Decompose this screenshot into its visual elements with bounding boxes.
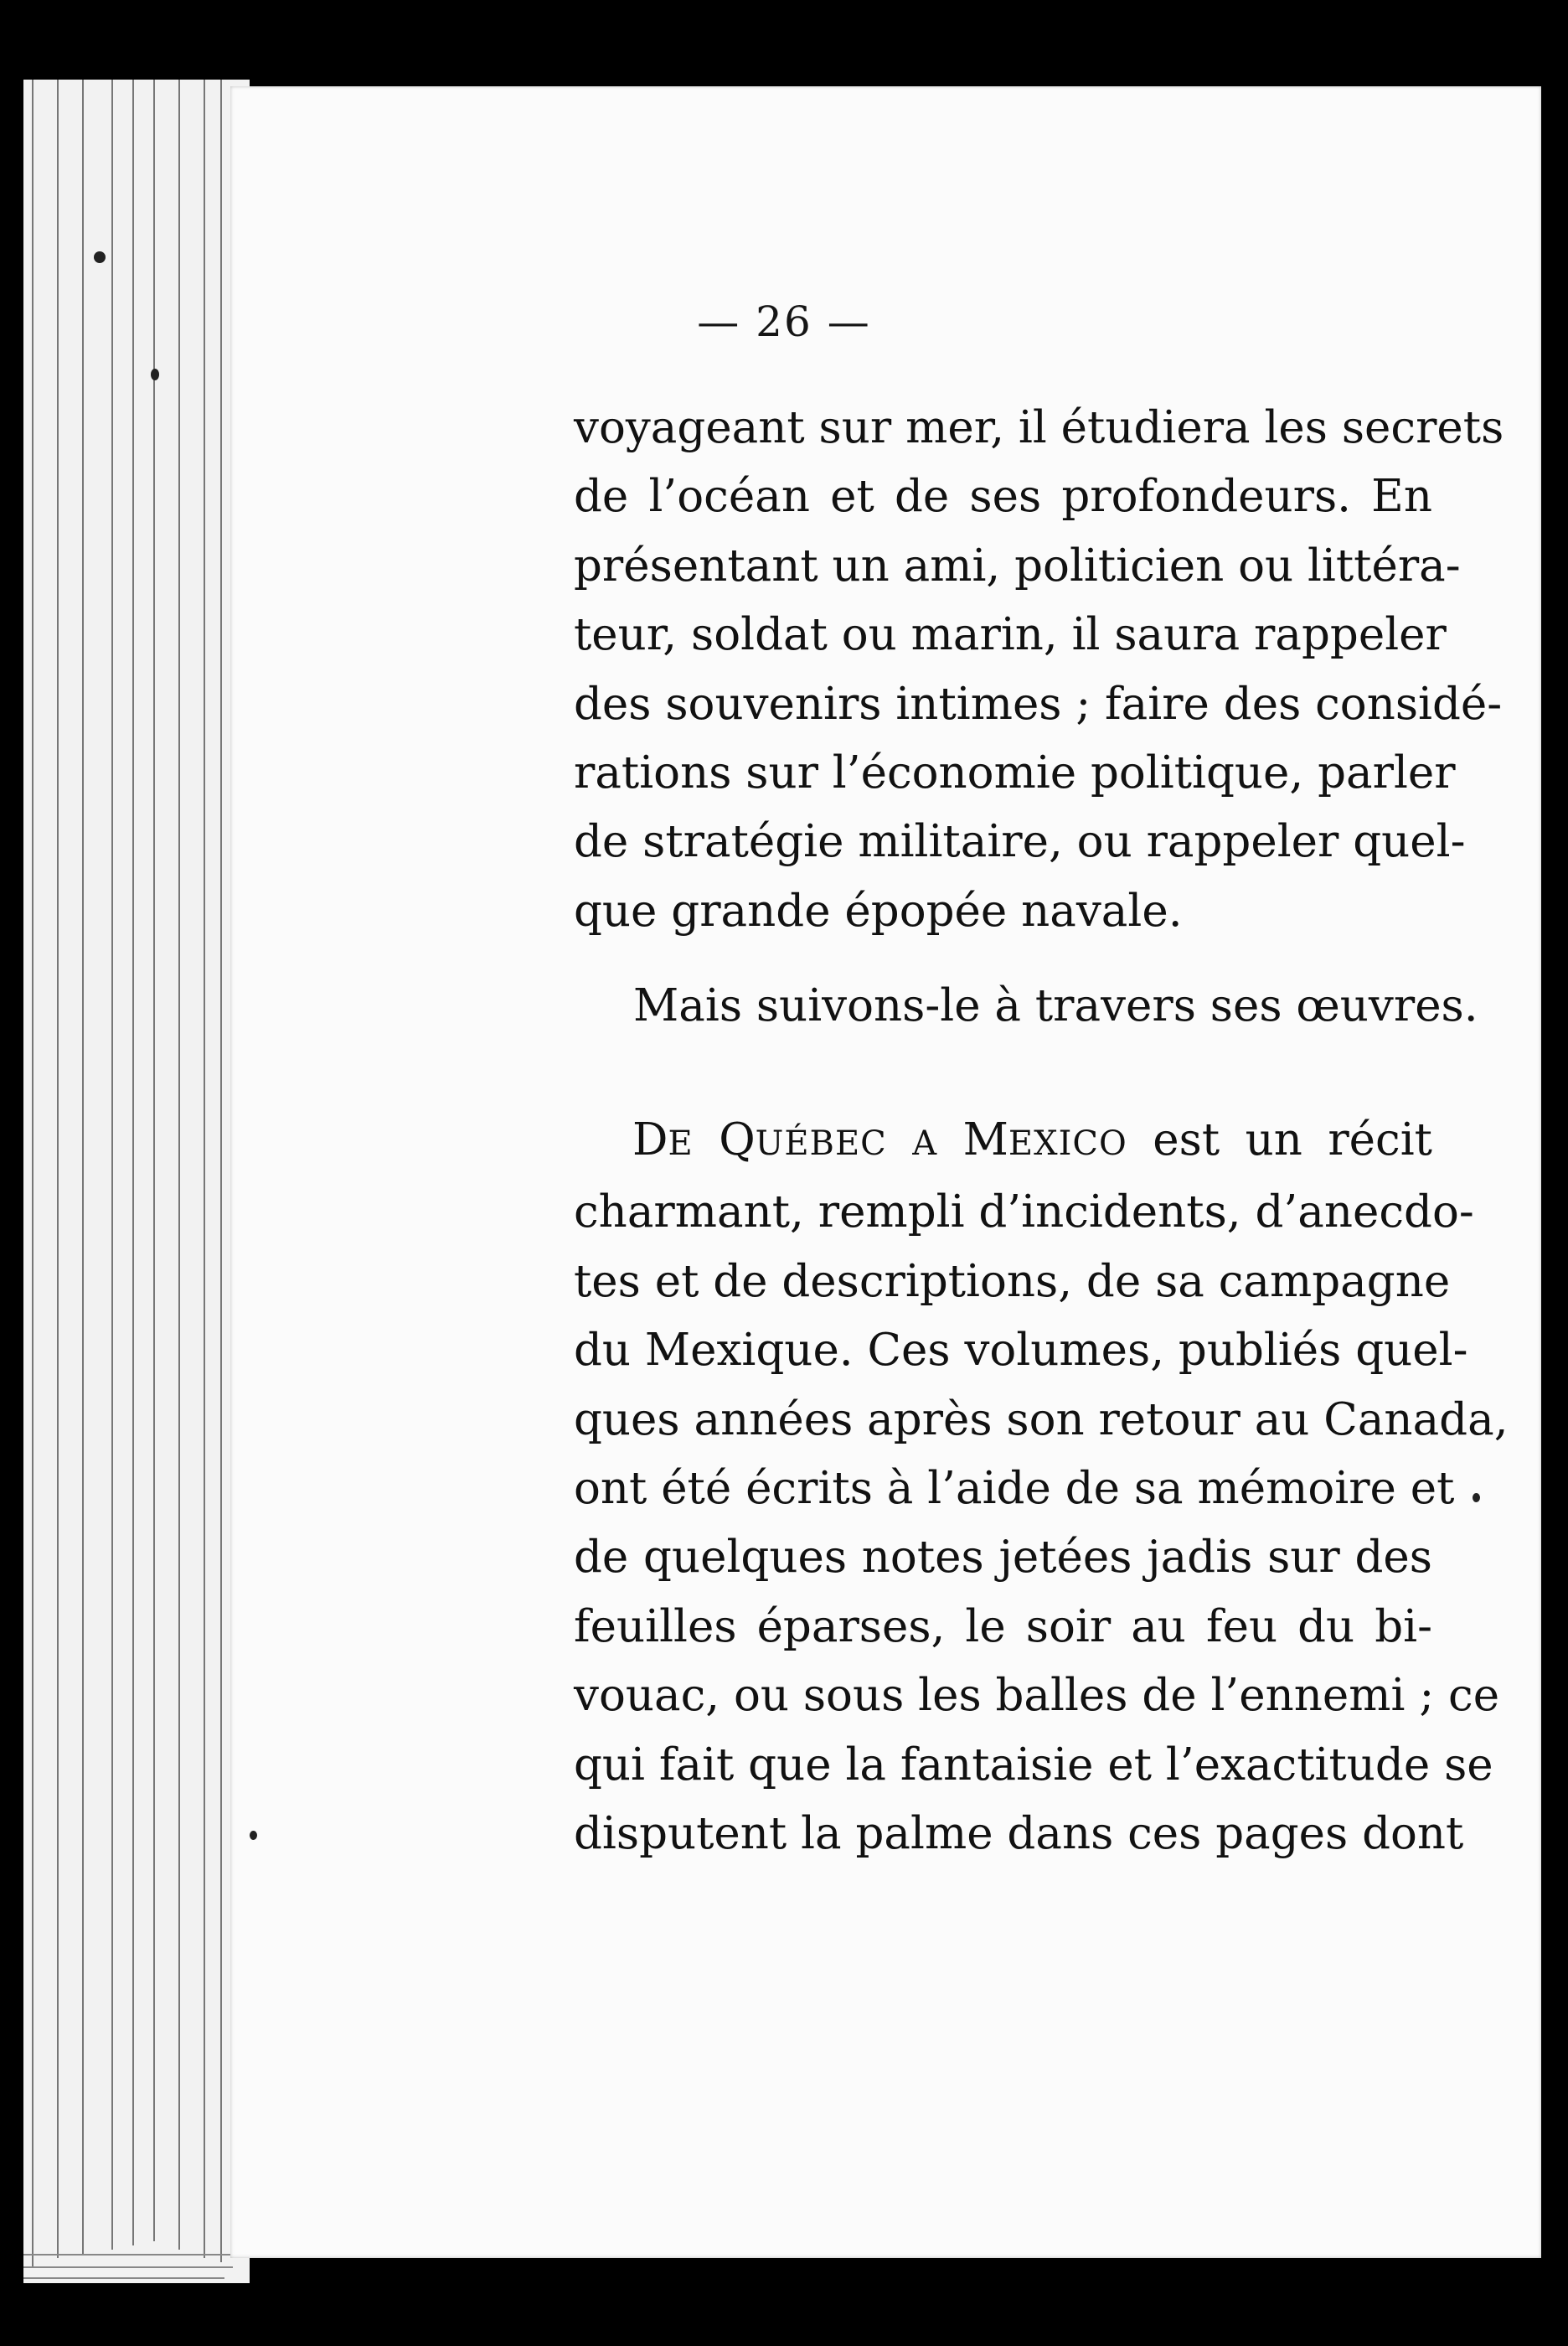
text-line: qui fait que la fantaisie et l’exactitude se: [574, 1739, 1493, 1791]
text-line: vouac, ou sous les balles de l’ennemi ; ce: [574, 1670, 1500, 1722]
page-edge-line: [132, 80, 134, 2245]
page-edge-line: [32, 80, 34, 2266]
page-edge-bottom: [23, 2266, 233, 2268]
text-line: de l’océan et de ses profondeurs. En: [574, 471, 1432, 523]
page-edge-line: [111, 80, 113, 2250]
title-smallcaps: EXICO: [1008, 1124, 1127, 1163]
page-edge-line: [204, 80, 205, 2258]
text-line-with-title: [574, 1106, 1432, 1178]
page-edge-bottom: [23, 2254, 241, 2256]
text-line: ont été écrits à l’aide de sa mémoire et: [574, 1463, 1455, 1515]
text-line: présentant un ami, politicien ou littéra-: [574, 540, 1461, 592]
text-line: voyageant sur mer, il étudiera les secrets: [574, 402, 1504, 453]
text-line: des souvenirs intimes ; faire des considé-: [574, 678, 1503, 730]
book-title: [632, 1114, 1127, 1165]
text-line: du Mexique. Ces volumes, publiés quel-: [574, 1325, 1468, 1377]
book-page-edges: [23, 80, 250, 2283]
title-initial: D: [632, 1114, 668, 1165]
scan-speck: [1473, 1493, 1480, 1502]
scan-speck: [94, 251, 106, 263]
page-edge-line: [153, 80, 155, 2241]
title-smallcaps: E: [668, 1124, 694, 1163]
page-edge-line: [220, 80, 222, 2262]
text-line: tes et de descriptions, de sa campagne: [574, 1255, 1451, 1307]
first-line-rest: est un récit: [1153, 1114, 1432, 1165]
text-line: disputent la palme dans ces pages dont: [574, 1808, 1464, 1860]
title-smallcaps: A: [912, 1124, 938, 1163]
paragraph-3: [574, 1106, 1509, 1868]
text-line: feuilles éparses, le soir au feu du bi-: [574, 1600, 1432, 1652]
page-edge-line: [82, 80, 84, 2254]
page-number: — 26 —: [697, 297, 871, 346]
text-line: teur, soldat ou marin, il saura rappeler: [574, 609, 1447, 661]
scan-speck: [250, 1831, 257, 1840]
text-line: que grande épopée navale.: [574, 885, 1183, 937]
text-line: de quelques notes jetées jadis sur des: [574, 1532, 1432, 1584]
paragraph-2: Mais suivons-le à travers ses œuvres.: [633, 980, 1478, 1031]
text-line: ques années après son retour au Canada,: [574, 1393, 1509, 1445]
title-smallcaps: UÉBEC: [755, 1124, 887, 1163]
title-initial: Q: [719, 1114, 756, 1165]
page-edge-line: [178, 80, 180, 2250]
title-initial: M: [962, 1114, 1008, 1165]
paragraph-1: [574, 394, 1504, 946]
text-line: de stratégie militaire, ou rappeler quel-: [574, 816, 1466, 868]
text-line: charmant, rempli d’incidents, d’anecdo-: [574, 1186, 1474, 1238]
page-edge-line: [57, 80, 59, 2258]
text-line: rations sur l’économie politique, parler: [574, 747, 1456, 799]
scan-speck: [151, 369, 159, 380]
page-edge-bottom: [23, 2277, 224, 2279]
